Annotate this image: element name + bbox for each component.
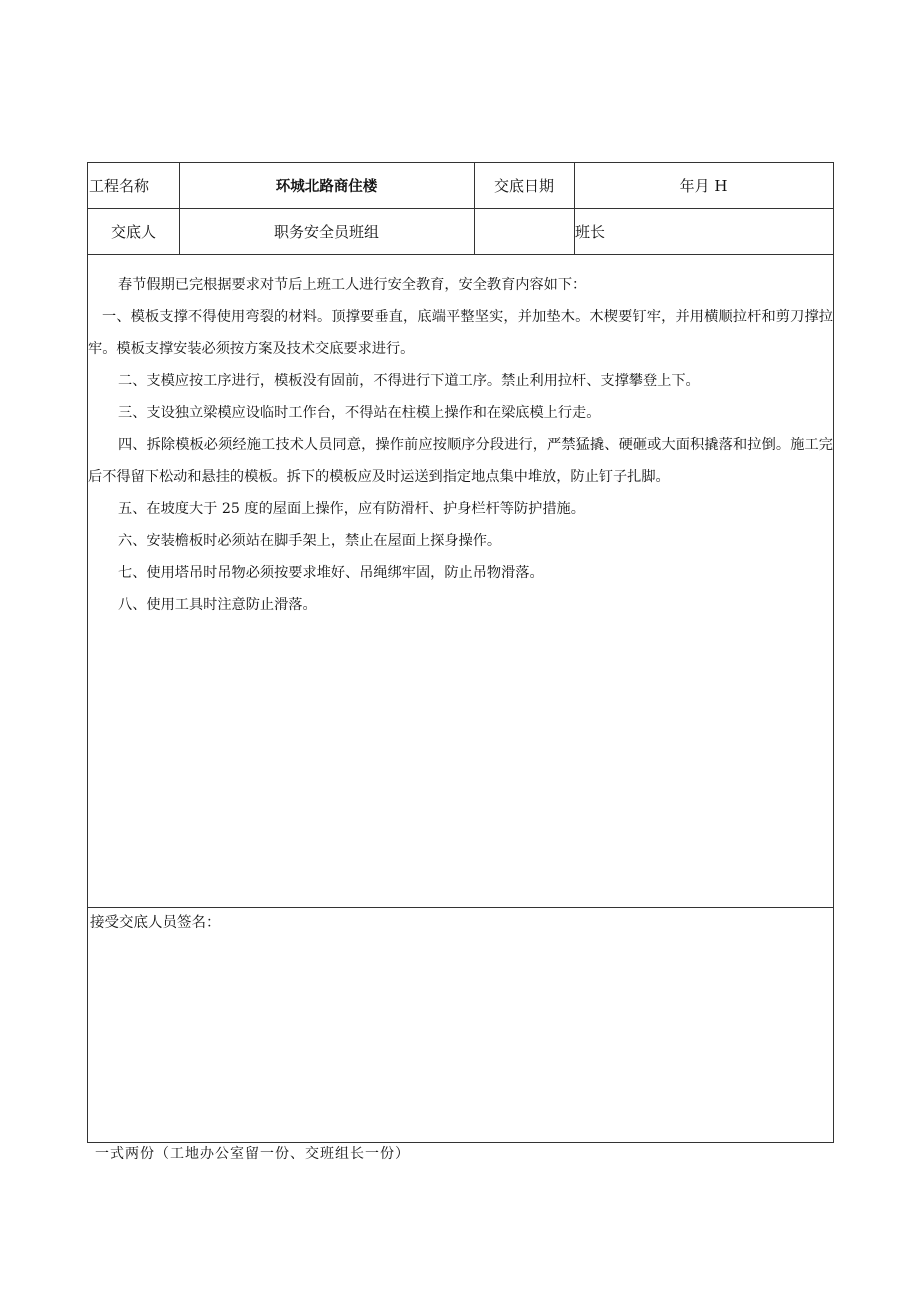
list-item: 三、支设独立梁模应设临时工作台，不得站在柱模上操作和在梁底模上行走。 (118, 405, 601, 421)
project-name-value: 环城北路商住楼 (275, 179, 378, 195)
list-item: 一、模板支撑不得使用弯裂的材料。顶撑要垂直，底端平整坚实，并加垫木。木楔要钉牢，并用横顺拉杆和剪刀撑拉牢。模板支撑安装必须按方案及技术交底要求进行。 (88, 309, 833, 357)
date-label: 交底日期 (493, 177, 554, 195)
list-item: 二、支模应按工序进行，模板没有固前，不得进行下道工序。禁止利用拉杆、支撑攀登上下。 (118, 373, 700, 389)
list-item: 五、在坡度大于 25 度的屋面上操作，应有防滑杆、护身栏杆等防护措施。 (118, 501, 585, 517)
row-divider (88, 907, 833, 908)
presenter-label: 交底人 (110, 222, 156, 241)
team-leader-label: 班长 (575, 222, 606, 241)
blank-cell (474, 208, 574, 254)
safety-briefing-form (87, 162, 834, 1143)
list-item: 六、安装檐板时必须站在脚手架上，禁止在屋面上探身操作。 (118, 533, 502, 549)
signature-label: 接受交底人员签名： (90, 915, 221, 931)
list-item: 八、使用工具时注意防止滑落。 (118, 597, 317, 613)
briefing-content (88, 255, 833, 621)
intro-paragraph: 春节假期已完根据要求对节后上班工人进行安全教育，安全教育内容如下： (118, 277, 587, 293)
project-name-label: 工程名称 (89, 177, 150, 195)
presenter-value: 职务安全员班组 (273, 222, 379, 241)
date-value: 年月 H (679, 177, 728, 195)
list-item: 七、使用塔吊时吊物必须按要求堆好、吊绳绑牢固，防止吊物滑落。 (118, 565, 544, 581)
footer-note: 一式两份（工地办公室留一份、交班组长一份） (95, 1146, 410, 1162)
list-item: 四、拆除模板必须经施工技术人员同意，操作前应按顺序分段进行，严禁猛撬、硬砸或大面积撬落和拉倒。施工完后不得留下松动和悬挂的模板。拆下的模板应及时运送到指定地点集中堆放，防止钉子扎脚。 (88, 437, 833, 485)
